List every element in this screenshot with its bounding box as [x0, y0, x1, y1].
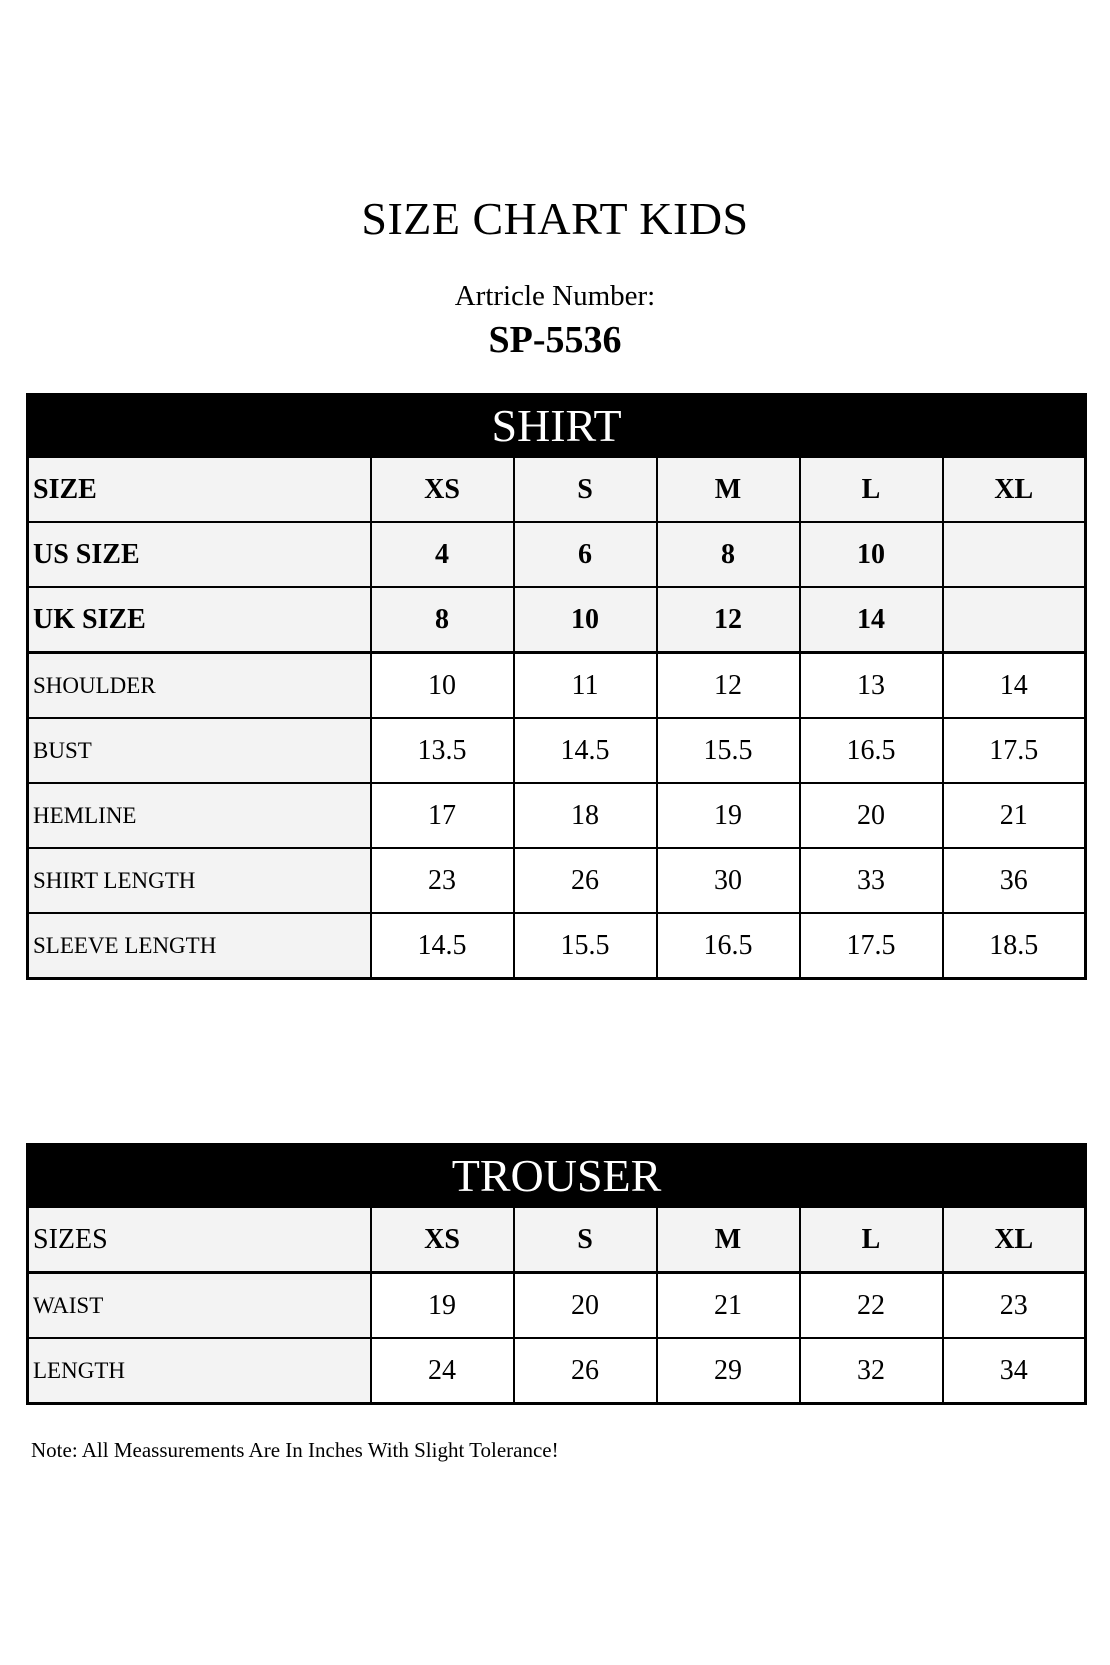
table-cell: 14 [800, 587, 943, 653]
us-size-row [28, 522, 1086, 587]
table-row [28, 913, 1086, 979]
trouser-table-title: TROUSER [28, 1145, 1086, 1208]
row-label: SHIRT LENGTH [28, 848, 371, 913]
trouser-size-header-row [28, 1207, 1086, 1273]
table-cell [943, 522, 1086, 587]
size-header-xl: XL [943, 457, 1086, 522]
table-cell: 23 [943, 1273, 1086, 1339]
article-number-label: Artricle Number: [454, 280, 656, 312]
size-header-m: M [657, 1207, 800, 1273]
table-cell: 4 [371, 522, 514, 587]
size-header-xl: XL [943, 1207, 1086, 1273]
table-cell: 12 [657, 587, 800, 653]
table-row [28, 653, 1086, 719]
table-cell: 13 [800, 653, 943, 719]
table-cell: 32 [800, 1338, 943, 1404]
table-cell: 13.5 [371, 718, 514, 783]
row-label: UK SIZE [28, 587, 371, 653]
table-cell: 30 [657, 848, 800, 913]
size-header-l: L [800, 457, 943, 522]
size-header-s: S [514, 457, 657, 522]
table-cell: 21 [657, 1273, 800, 1339]
table-cell: 34 [943, 1338, 1086, 1404]
table-cell: 29 [657, 1338, 800, 1404]
table-cell: 10 [371, 653, 514, 719]
size-header-s: S [514, 1207, 657, 1273]
table-cell: 10 [800, 522, 943, 587]
table-row [28, 718, 1086, 783]
row-label: LENGTH [28, 1338, 371, 1404]
table-cell: 17 [371, 783, 514, 848]
table-cell: 17.5 [800, 913, 943, 979]
trouser-size-table [26, 1143, 1087, 1405]
table-cell [943, 587, 1086, 653]
table-cell: 11 [514, 653, 657, 719]
table-cell: 16.5 [657, 913, 800, 979]
size-header-l: L [800, 1207, 943, 1273]
table-cell: 10 [514, 587, 657, 653]
table-cell: 36 [943, 848, 1086, 913]
page-title: SIZE CHART KIDS [361, 193, 749, 244]
table-cell: 8 [657, 522, 800, 587]
table-cell: 33 [800, 848, 943, 913]
row-label: SHOULDER [28, 653, 371, 719]
table-cell: 15.5 [514, 913, 657, 979]
shirt-size-header-row [28, 457, 1086, 522]
table-cell: 20 [514, 1273, 657, 1339]
size-header-xs: XS [371, 1207, 514, 1273]
measurement-note: Note: All Meassurements Are In Inches With Slight Tolerance! [31, 1438, 559, 1462]
table-row [28, 848, 1086, 913]
table-cell: 21 [943, 783, 1086, 848]
row-label: SIZES [28, 1207, 371, 1273]
table-cell: 6 [514, 522, 657, 587]
table-cell: 24 [371, 1338, 514, 1404]
table-cell: 23 [371, 848, 514, 913]
table-cell: 18.5 [943, 913, 1086, 979]
shirt-size-table [26, 393, 1087, 980]
table-cell: 12 [657, 653, 800, 719]
row-label: HEMLINE [28, 783, 371, 848]
row-label: SLEEVE LENGTH [28, 913, 371, 979]
table-cell: 14 [943, 653, 1086, 719]
table-row [28, 783, 1086, 848]
table-cell: 22 [800, 1273, 943, 1339]
table-cell: 26 [514, 1338, 657, 1404]
table-cell: 26 [514, 848, 657, 913]
table-row [28, 1273, 1086, 1339]
article-number: SP-5536 [488, 319, 622, 361]
uk-size-row [28, 587, 1086, 653]
shirt-table-title: SHIRT [28, 395, 1086, 458]
table-cell: 16.5 [800, 718, 943, 783]
size-header-m: M [657, 457, 800, 522]
table-cell: 20 [800, 783, 943, 848]
row-label: US SIZE [28, 522, 371, 587]
row-label: WAIST [28, 1273, 371, 1339]
row-label: BUST [28, 718, 371, 783]
row-label: SIZE [28, 457, 371, 522]
table-cell: 17.5 [943, 718, 1086, 783]
table-cell: 8 [371, 587, 514, 653]
table-cell: 14.5 [371, 913, 514, 979]
table-row [28, 1338, 1086, 1404]
table-cell: 14.5 [514, 718, 657, 783]
table-cell: 19 [657, 783, 800, 848]
size-header-xs: XS [371, 457, 514, 522]
table-cell: 18 [514, 783, 657, 848]
table-cell: 15.5 [657, 718, 800, 783]
table-cell: 19 [371, 1273, 514, 1339]
